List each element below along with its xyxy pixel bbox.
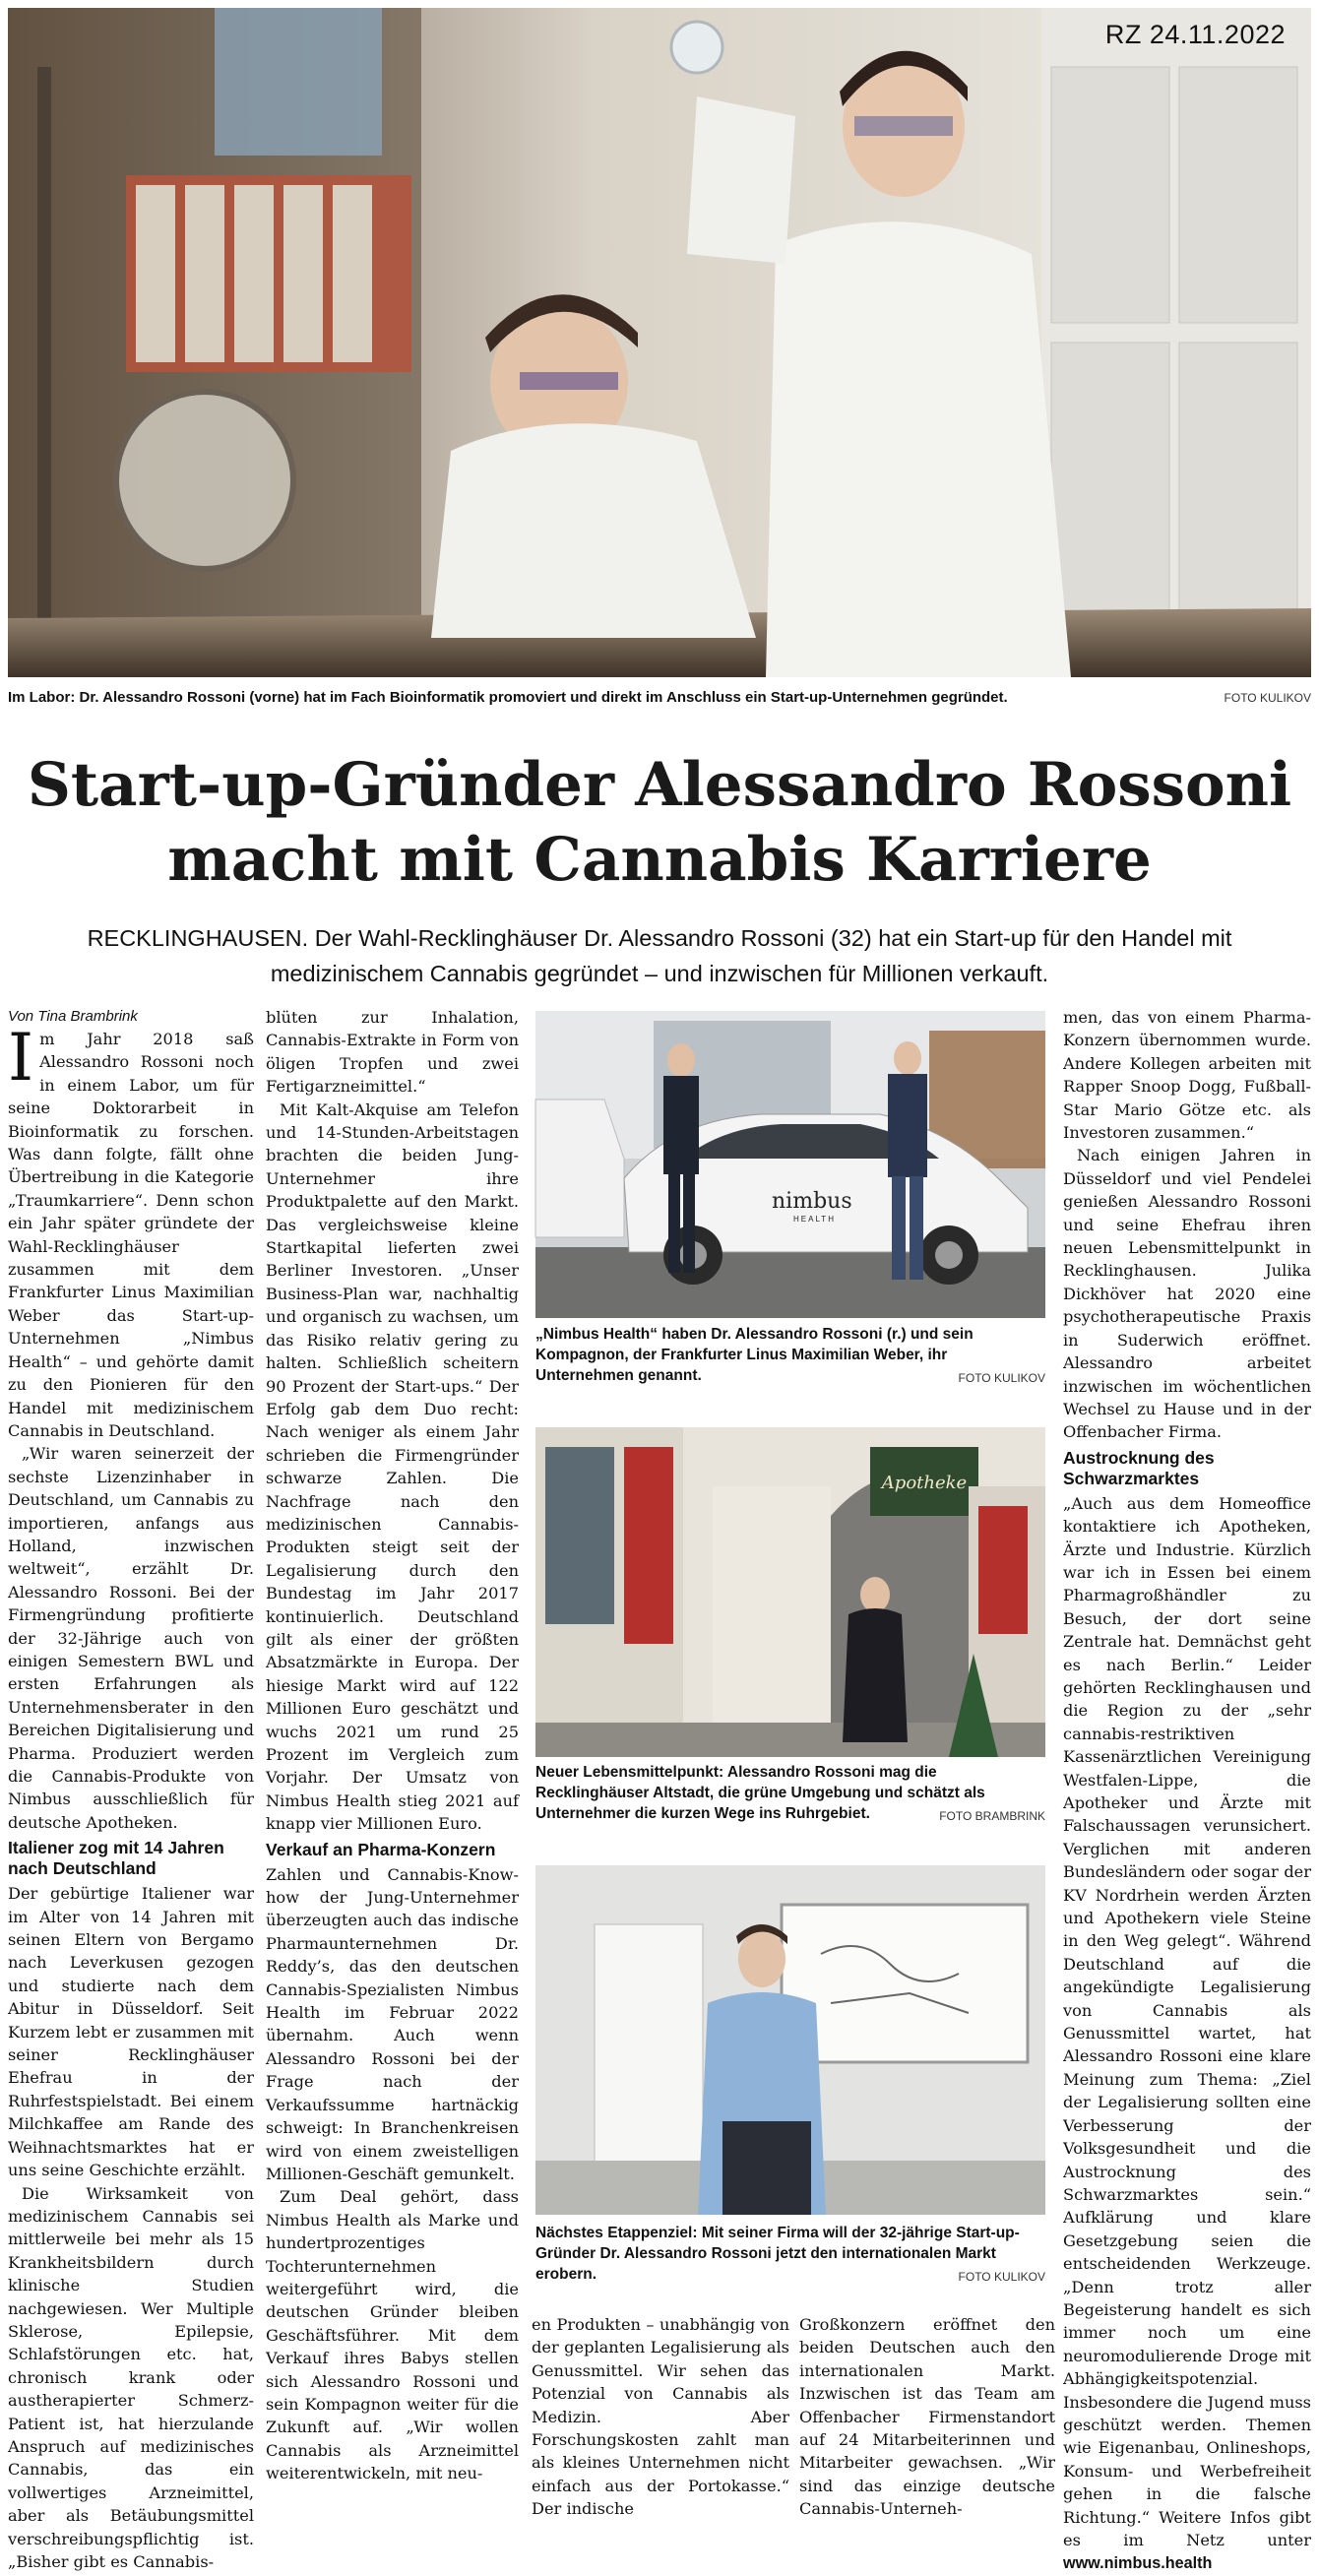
paragraph: Großkonzern eröffnet den beiden Deutschen auch den internationalen Markt. Inzwischen ist das Team am Offenbacher Firmenstandort auf 24 Mitarbeiterinnen und Mitarbeiter gewachsen. „Wir sind das einzige deutsche Cannabis-Unterneh-: [799, 2315, 1055, 2519]
photo-founders-car: [535, 1011, 1045, 1318]
paragraph: Zum Deal gehört, dass Nimbus Health als Marke und hundertprozentiges Tochterunternehmen weitergeführt wird, die deutschen Gründer bleiben Geschäftsführer. Mit dem Verkauf ihres Babys stellen sich Alessandro Rossoni und sein Kompagnon weiter für die Zukunft auf. „Wir wollen Cannabis als Arzneimittel weiterentwickeln, mit neu-: [266, 2187, 519, 2483]
car-logo: nimbus: [772, 1189, 852, 1214]
photo-2-caption-text: Neuer Lebensmittelpunkt: Alessandro Rossoni mag die Recklinghäuser Altstadt, die grüne Umgebung und schätzt als Unternehmer die kurzen Wege ins Ruhrgebiet.: [535, 1764, 985, 1822]
photo-3-caption-text: Nächstes Etappenziel: Mit seiner Firma will der 32-jährige Start-up-Gründer Dr. Alessandro Rossoni jetzt den internationalen Markt erobern.: [535, 2225, 1020, 2283]
paragraph: men, das von einem Pharma-Konzern übernommen wurde. Andere Kollegen arbeiten mit Rapper Snoop Dogg, Fußball-Star Mario Götze etc. als Investoren zusammen.“: [1063, 1008, 1311, 1143]
article-column-2: [266, 1006, 519, 2517]
whiteboard-illustration: [535, 1865, 1045, 2215]
photo-2-credit: FOTO BRAMBRINK: [939, 1809, 1045, 1823]
paragraph: Nach einigen Jahren in Düsseldorf und viel Pendelei genießen Alessandro Rossoni und seine Ehefrau ihren neuen Lebensmittelpunkt in Recklinghausen. Julika Dickhöver hat 2020 eine psychotherapeutische Praxis in Suderwich eröffnet. Alessandro arbeitet inzwischen im wöchentlichen Wechsel zu Hause und in der Offenbacher Firma.: [1063, 1146, 1311, 1442]
photo-whiteboard: [535, 1865, 1045, 2215]
photo-3-caption: [535, 2223, 1045, 2288]
hero-caption-text: Im Labor: Dr. Alessandro Rossoni (vorne) hat im Fach Bioinformatik promoviert und direkt im Anschluss ein Start-up-Unternehmen gegründet.: [8, 689, 1008, 706]
article-column-3: [1063, 1006, 1311, 2573]
byline: Von Tina Brambrink: [8, 1008, 138, 1025]
paragraph: Der gebürtige Italiener war im Alter von 14 Jahren mit seinen Eltern von Bergamo nach Leverkusen gezogen und studierte nach dem Abitur in Düsseldorf. Seit Kurzem lebt er zusammen mit seiner Recklinghäuser Ehefrau in der Ruhrfestspielstadt. Bei einem Milchkaffee am Rande des Weihnachtsmarktes hat er uns seine Geschichte erzählt.: [8, 1884, 254, 2180]
website-link[interactable]: www.nimbus.health: [1063, 2554, 1213, 2573]
paragraph: Die Wirksamkeit von medizinischem Cannabis sei mittlerweile bei mehr als 15 Krankheitsbildern durch klinische Studien nachgewiesen. Wer Multiple Sklerose, Epilepsie, Schlafstörungen etc. hat, chronisch krank oder austherapierter Schmerz-Patient ist, hat hierzulande Anspruch auf medizinisches Cannabis, das ein vollwertiges Arzneimittel, aber als Betäubungsmittel verschreibungspflichtig ist. „Bisher gibt es Cannabis-: [8, 2183, 254, 2571]
headline: [0, 748, 1319, 898]
paragraph: „Wir waren seinerzeit der sechste Lizenzinhaber in Deutschland, um Cannabis zu importieren, anfangs aus Holland, inzwischen weltweit“, erzählt Dr. Alessandro Rossoni. Bei der Firmengründung profitierte der 32-Jährige auch von einigen Semestern BWL und ersten Erfahrungen als Unternehmensberater in den Bereichen Digitalisierung und Pharma. Produziert werden die Cannabis-Produkte von Nimbus ausschließlich für deutsche Apotheken.: [8, 1444, 254, 1832]
photo-1-caption-text: „Nimbus Health“ haben Dr. Alessandro Rossoni (r.) und sein Kompagnon, der Frankfurter Linus Maximilian Weber, ihr Unternehmen genannt.: [535, 1326, 974, 1384]
apotheke-sign: Apotheke: [881, 1473, 968, 1493]
lead-paragraph: [39, 920, 1280, 991]
paragraph: Mit Kalt-Akquise am Telefon und 14-Stunden-Arbeitstagen brachten die beiden Jung-Unternehmer ihre Produktpalette auf den Markt. Das vergleichsweise kleine Startkapital lieferten zwei Berliner Investoren. „Unser Business-Plan war, nachhaltig und organisch zu wachsen, um das Risiko relativ gering zu halten. Schließlich scheitern 90 Prozent der Start-ups.“ Der Erfolg gab dem Duo recht: Nach weniger als einem Jahr schrieben die Firmengründer schwarze Zahlen. Die Nachfrage nach den medizinischen Cannabis-Produkten steigt seit der Legalisierung durch den Bundestag im Jahr 2017 kontinuierlich. Deutschland gilt als einer der größten Absatzmärkte in Europa. Der hiesige Markt wird auf 122 Millionen Euro geschätzt und wuchs 2021 um rund 25 Prozent im Vergleich zum Vorjahr. Der Umsatz von Nimbus Health stieg 2021 auf knapp vier Millionen Euro.: [266, 1100, 519, 1834]
paragraph-text: m Jahr 2018 saß Alessandro Rossoni noch in einem Labor, um für seine Doktorarbeit in Bioinformatik zu forschen. Was dann folgte, fällt ohne Übertreibung in die Kategorie „Traumkarriere“. Denn schon ein Jahr später gründete der Wahl-Recklinghäuser zusammen mit dem Frankfurter Linus Maximilian Weber das Start-up-Unternehmen „Nimbus Health“ – und gehörte damit zu den Pionieren für den Handel mit medizinischem Cannabis in Deutschland.: [8, 1030, 254, 1440]
photo-2-caption: [535, 1762, 1045, 1827]
lead-text: Der Wahl-Recklinghäuser Dr. Alessandro Rossoni (32) hat ein Start-up für den Handel mit medizinischem Cannabis gegründet – und inzwischen für Millionen verkauft.: [270, 925, 1232, 986]
photo-1-caption: [535, 1324, 1045, 1389]
headline-line-2: macht mit Cannabis Karriere: [167, 825, 1152, 895]
photo-apotheke: [535, 1427, 1045, 1757]
car-logo-sub: HEALTH: [793, 1215, 836, 1224]
apotheke-illustration: [535, 1427, 1045, 1757]
hero-caption: [8, 689, 1311, 713]
hero-photo: [8, 8, 1311, 677]
paragraph: blüten zur Inhalation, Cannabis-Extrakte in Form von öligen Tropfen und zwei Fertigarzneimittel.“: [266, 1008, 519, 1097]
drop-cap: I: [8, 1020, 34, 1096]
hero-photo-credit: FOTO KULIKOV: [1224, 691, 1311, 705]
paragraph: Zahlen und Cannabis-Know-how der Jung-Unternehmer überzeugten auch das indische Pharmaunternehmen Dr. Reddy’s, das den deutschen Cannabis-Spezialisten Nimbus Health im Februar 2022 übernahm. Auch wenn Alessandro Rossoni bei der Frage nach der Verkaufssumme hartnäckig schweigt: In Branchenkreisen wird von einem zweistelligen Millionen-Geschäft gemunkelt.: [266, 1864, 519, 2183]
photo-1-credit: FOTO KULIKOV: [958, 1371, 1045, 1385]
paragraph-text: „Auch aus dem Homeoffice kontaktiere ich Apotheken, Ärzte und Industrie. Kürzlich war ich in Essen bei einem Pharmagroßhändler zu Besuch, der dort seine Zentrale hat. Demnächst geht es nach Berlin.“ Leider gehörten Recklinghausen und die Region zu der „sehr cannabis-restriktiven Kassenärztlichen Vereinigung Westfalen-Lippe, die Apotheker und Ärzte mit Falschaussagen verunsichert. Verglichen mit anderen Bundesländern oder sogar der KV Nordrhein werden Ärzten und Apothekern viele Steine in den Weg gelegt“. Während Deutschland auf die angekündigte Legalisierung von Cannabis als Genussmittel wartet, hat Alessandro Rossoni eine klare Meinung zum Thema: „Ziel der Legalisierung sollten eine Verbesserung der Volksgesundheit und die Austrocknung des Schwarzmarktes sein.“ Aufklärung und klare Gesetzgebung seien die entscheidenden Werkzeuge. „Denn trotz aller Begeisterung handelt es sich immer noch um eine neuromodulierende Droge mit Abhängigkeitspotenzial. Insbesondere die Jugend muss geschützt werden. Themen wie Eigenanbau, Onlineshops, Konsum- und Werbefreiheit gehen in die falsche Richtung.“ Weitere Infos gibt es im Netz unter: [1063, 1493, 1311, 2549]
photo-3-credit: FOTO KULIKOV: [958, 2270, 1045, 2284]
lab-photo-illustration: [8, 8, 1311, 677]
subheading: Verkauf an Pharma-Konzern: [266, 1839, 496, 1859]
subheading: Austrocknung des Schwarzmarktes: [1063, 1447, 1215, 1488]
article-column-1: [8, 1006, 254, 2571]
article-column-bottom-1: [532, 2313, 789, 2520]
dateline-place: RECKLINGHAUSEN.: [87, 925, 309, 951]
headline-line-1: Start-up-Gründer Alessandro Rossoni: [27, 750, 1292, 820]
subheading: Italiener zog mit 14 Jahren nach Deutschland: [8, 1838, 224, 1879]
paragraph: [8, 1020, 254, 1442]
paragraph: [1063, 1492, 1311, 2576]
article-column-bottom-2: [799, 2313, 1055, 2520]
paragraph: en Produkten – unabhängig von der geplanten Legalisierung als Genussmittel. Wir sehen das Potenzial von Cannabis als Medizin. Aber Forschungskosten zahlt man als kleines Unternehmen nicht einfach aus der Portokasse.“ Der indische: [532, 2315, 789, 2519]
founders-car-illustration: [535, 1011, 1045, 1318]
date-stamp: RZ 24.11.2022: [1104, 20, 1286, 49]
